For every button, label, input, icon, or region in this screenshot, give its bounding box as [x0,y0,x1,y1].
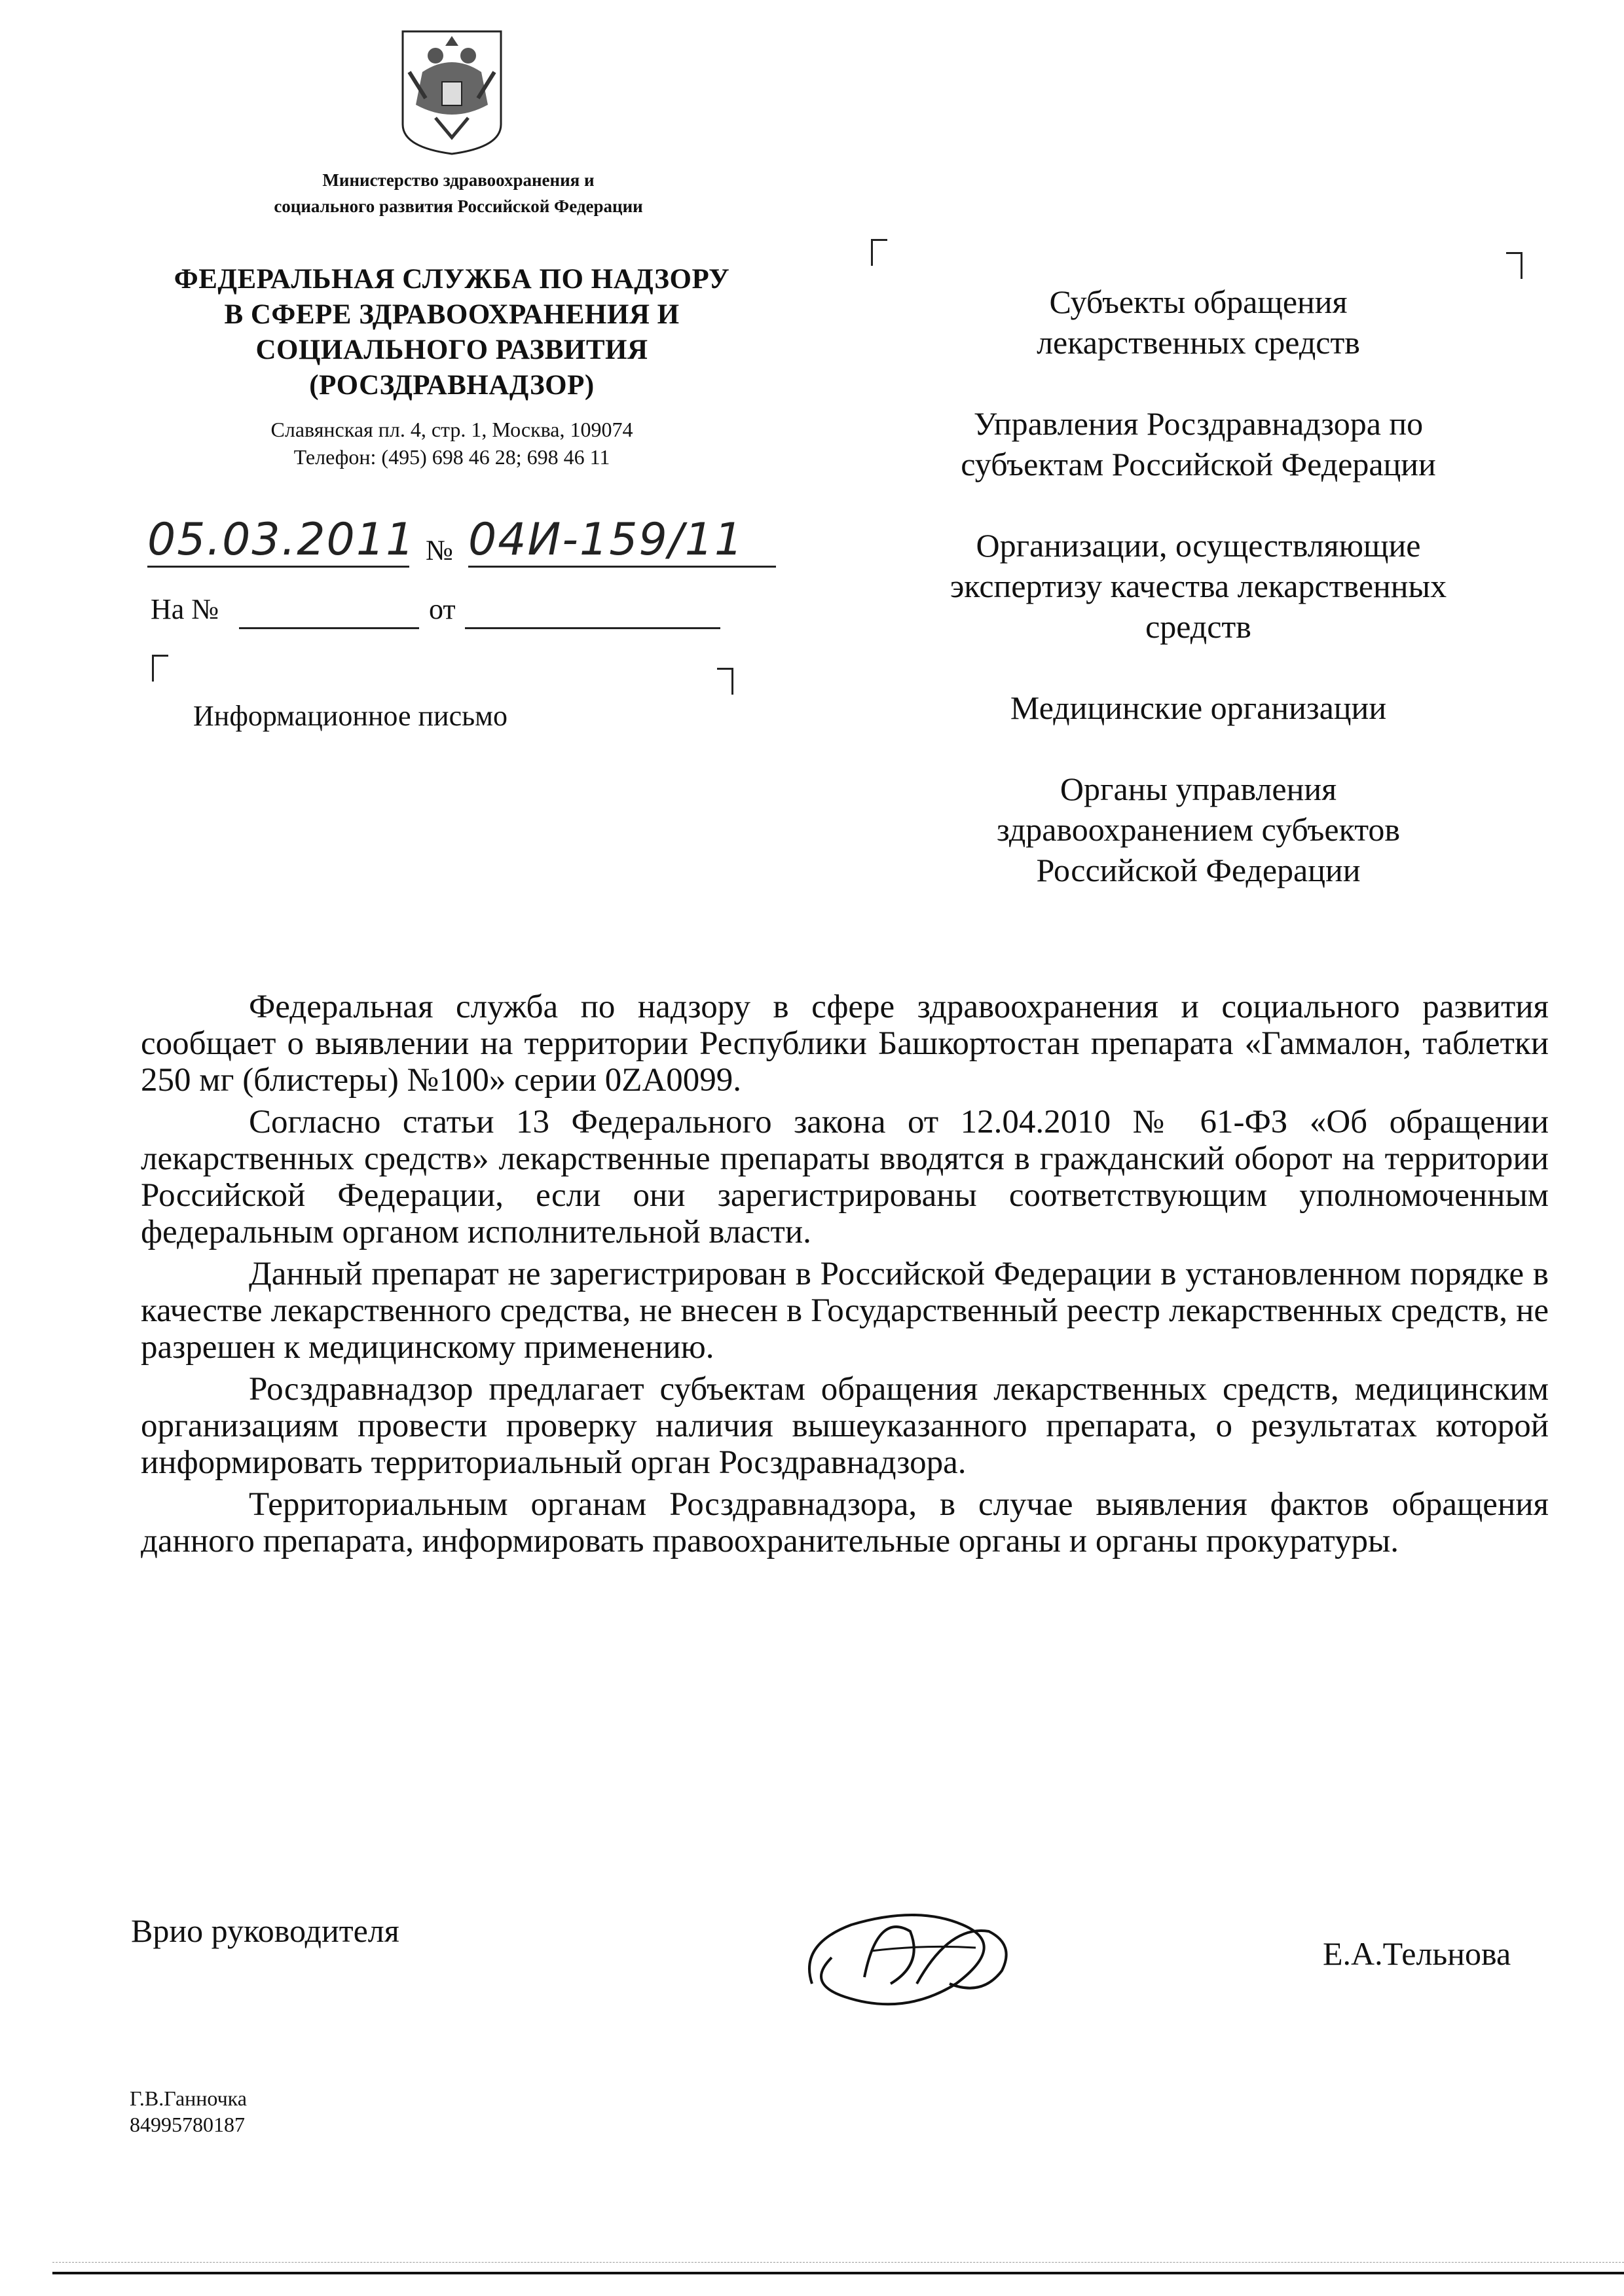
agency-line: В СФЕРЕ ЗДРАВООХРАНЕНИЯ И [224,299,680,330]
executor-phone: 84995780187 [130,2113,245,2136]
addressee-group [851,525,1545,647]
reply-date-field [465,627,720,629]
addressee-group [851,403,1545,484]
agency-name [131,262,773,403]
number-sign: № [426,534,453,566]
addressee-line: здравоохранением субъектов [996,811,1401,848]
addressee-line: Российской Федерации [1036,852,1361,888]
signatory-name: Е.А.Тельнова [1323,1935,1511,1972]
addressee-line: Субъекты обращения [1049,283,1348,320]
document-type: Информационное письмо [193,700,508,732]
coat-of-arms-emblem [396,26,507,157]
addressee-line: Организации, осуществляющие [976,527,1421,564]
addressee-group [851,687,1545,728]
agency-line: СОЦИАЛЬНОГО РАЗВИТИЯ [255,335,648,365]
addressee-line: Медицинские организации [1010,689,1387,726]
document-number: 04И-159/11 [468,514,776,568]
address-line: Славянская пл. 4, стр. 1, Москва, 109074 [270,418,633,441]
reply-from-label: от [429,593,456,625]
executor-name: Г.В.Ганночка [130,2086,247,2110]
handwritten-signature [792,1886,1041,2016]
body-paragraph: Территориальным органам Росздравнадзора, в случае выявления фактов обращения данного препарата, информировать правоохранительные органы и органы прокуратуры. [141,1486,1549,1559]
bracket-left [152,655,168,682]
agency-line: ФЕДЕРАЛЬНАЯ СЛУЖБА ПО НАДЗОРУ [174,264,730,295]
addressee-line: средств [1145,608,1251,645]
ministry-line: социального развития Российской Федерации [274,196,643,216]
body-paragraph: Согласно статьи 13 Федерального закона от 12.04.2010 № 61-ФЗ «Об обращении лекарственных средств» лекарственные препараты вводятся в гражданский оборот на территории Российской Федерации, если они зарегистрированы соответствующим уполномоченным федеральным органом исполнительной власти. [141,1104,1549,1250]
addressee-group [851,769,1545,890]
reply-number-field [239,627,419,629]
bracket-left [871,239,887,266]
reply-label: На № [151,593,219,625]
addressees-list [851,282,1545,931]
bracket-right [717,668,733,695]
ministry-name [164,167,753,219]
page-edge-dash [52,2262,1624,2263]
body-paragraph: Федеральная служба по надзору в сфере здравоохранения и социального развития сообщает о выявлении на территории Республики Башкортостан препарата «Гаммалон, таблетки 250 мг (блистеры) №100» серии 0ZA0099. [141,989,1549,1099]
addressee-line: экспертизу качества лекарственных [950,568,1447,604]
executor-info [130,2085,247,2138]
body-paragraph: Данный препарат не зарегистрирован в Российской Федерации в установленном порядке в качестве лекарственного средства, не внесен в Государственный реестр лекарственных средств, не разрешен к медицинскому применению. [141,1256,1549,1366]
agency-line: (РОСЗДРАВНАДЗОР) [309,370,595,401]
agency-address [131,416,773,471]
address-line: Телефон: (495) 698 46 28; 698 46 11 [293,445,610,469]
signatory-title: Врио руководителя [131,1912,399,1949]
letter-body [141,989,1549,1565]
addressee-line: Управления Росздравнадзора по [973,405,1424,442]
body-paragraph: Росздравнадзор предлагает субъектам обращения лекарственных средств, медицинским организациям провести проверку наличия вышеуказанного препарата, о результатах которой информировать территориальный орган Росздравнадзора. [141,1371,1549,1481]
addressee-line: субъектам Российской Федерации [961,446,1436,483]
page-bottom-rule [52,2272,1624,2274]
document-date: 05.03.2011 [147,514,409,568]
ministry-line: Министерство здравоохранения и [322,170,595,190]
addressee-line: лекарственных средств [1037,324,1360,361]
bracket-right [1506,252,1522,279]
addressee-line: Органы управления [1060,771,1337,807]
addressee-group [851,282,1545,363]
